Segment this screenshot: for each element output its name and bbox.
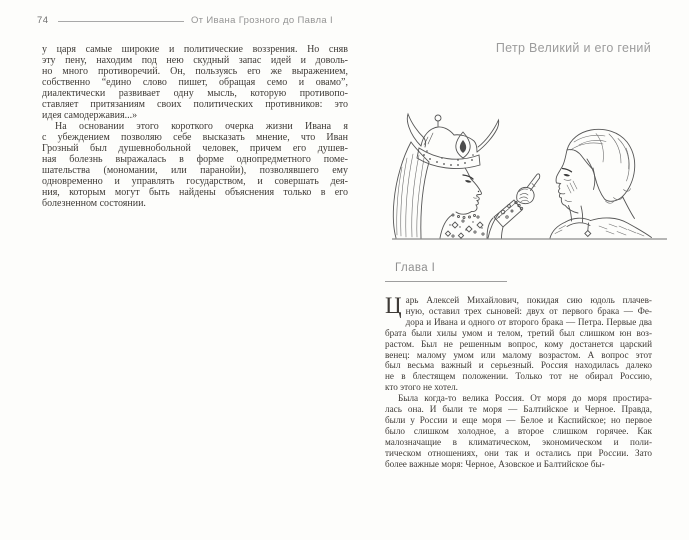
left-running-header: [37, 14, 333, 27]
chapter-illustration: [390, 105, 670, 242]
text-line: одновременно и управлять государством, и совершать дея-: [42, 176, 348, 187]
paragraph: [385, 393, 652, 469]
paragraph: [42, 121, 348, 209]
text-line: дора и Ивана и одного от второго брака — Петра. Первые два: [405, 316, 652, 327]
drop-cap: Ц: [385, 293, 402, 318]
running-title: От Ивана Грозного до Павла I: [190, 15, 333, 26]
text-line: собственно “едино слово пишет, обращая семо и овамо”,: [42, 77, 348, 88]
text-line: эту пену, находим под нею скудный запас идей и доволь-: [42, 55, 348, 66]
text-line: Была когда-то велика Россия. От моря до моря простира-: [398, 393, 652, 404]
text-line: ная болезнь выражалась в форме однопредметного поме-: [42, 154, 348, 165]
text-line: тическом отношениях, они так и остались при России. Зато: [385, 447, 652, 458]
text-line: брата были хилы умом и телом, третий был слишком юн воз-: [385, 327, 652, 338]
text-line: кто этого не хотел.: [385, 382, 458, 393]
text-line: более важные моря: Черное, Азовское и Балтийское бы-: [385, 458, 605, 469]
text-line: был весьма важный и серьезный. Россия находилась далеко: [385, 360, 652, 371]
youth-figure: [550, 129, 652, 238]
paragraph: [385, 295, 652, 393]
text-line: у царя самые широкие и политические воззрения. Но сняв: [42, 44, 348, 55]
text-line: диалектически развивает одну мысль, которую противопо-: [42, 88, 348, 99]
text-line: ную, оставил трех сыновей: двух от первого брака — Фе-: [405, 305, 652, 316]
chapter-title: Петр Великий и его гений: [495, 41, 651, 55]
paragraph: [42, 44, 348, 121]
text-line: ния, которым могут быть найдены объяснения только в его: [42, 187, 348, 198]
tsar-figure: [393, 114, 539, 238]
text-line: шательства (мономании, или паранойи), позволявшего ему: [42, 165, 348, 176]
right-page-text: [385, 295, 652, 470]
text-line: венец: малому умом или малому возрастом. А вопрос этот: [385, 349, 652, 360]
section-heading: Глава I: [385, 260, 507, 282]
left-page-text: [42, 44, 348, 209]
text-line: малозначащие в климатическом, экономическом и поли-: [385, 436, 652, 447]
text-line: идея самодержавия...»: [42, 110, 138, 121]
text-line: растом. Был не решенным вопрос, кому достанется царский: [385, 338, 652, 349]
header-rule: [58, 21, 184, 22]
text-line: арь Алексей Михайлович, покидая сию юдоль плачев-: [405, 295, 652, 305]
text-line: было слишком холодное, а второе слишком горячее. Как: [385, 425, 652, 436]
text-line: с убеждением позволяю себе высказать мнение, что Иван: [42, 132, 348, 143]
text-line: были у России и еще моря — Белое и Каспийское; но первое: [385, 414, 652, 425]
page-number: 74: [37, 15, 49, 26]
text-line: но много противоречий. Он, пользуясь его же выражением,: [42, 66, 348, 77]
text-line: не в блестящем положении. Только тот не обирал Россию,: [385, 371, 652, 382]
text-line: лась она. И были те моря — Балтийское и Черное. Правда,: [385, 404, 652, 415]
text-line: Грозный был душевнобольной человек, причем его душев-: [42, 143, 348, 154]
text-line: болезненном состоянии.: [42, 198, 146, 209]
text-line: ставляет притязаниям своих политических противников: это: [42, 99, 348, 110]
text-line: На основании этого короткого очерка жизни Ивана я: [55, 121, 348, 132]
